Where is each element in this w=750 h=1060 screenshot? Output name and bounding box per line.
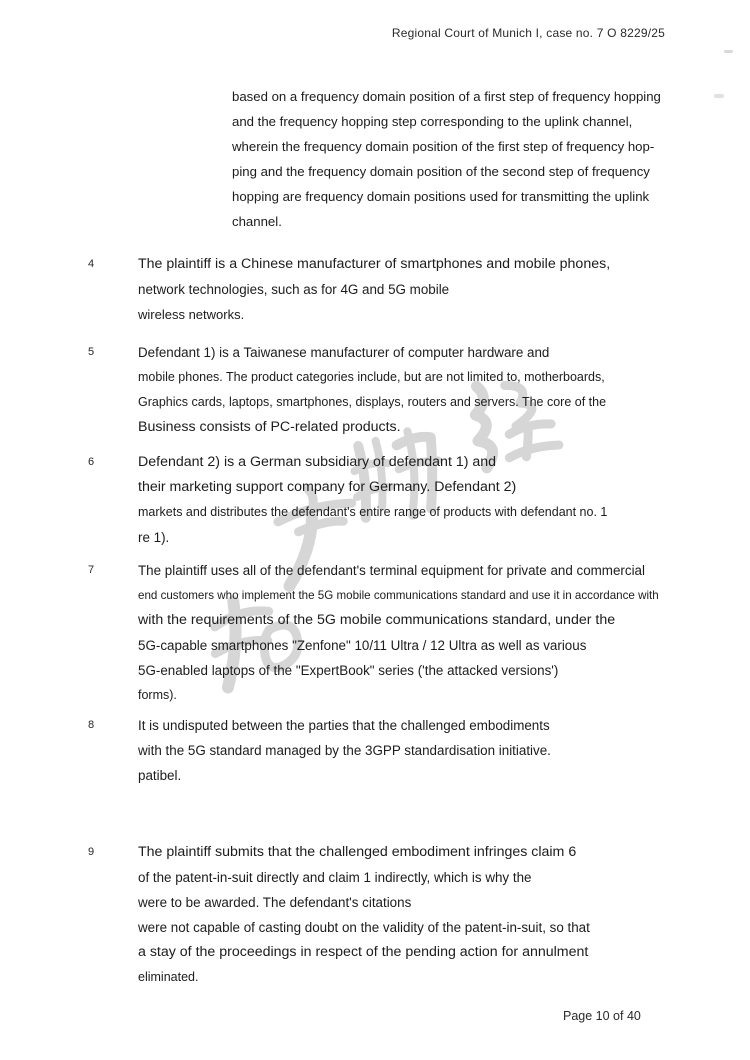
paragraph-line: patibel. [138, 768, 182, 783]
paragraph-number: 9 [88, 846, 95, 858]
scan-artifact [714, 94, 724, 98]
numbered-paragraph [88, 252, 666, 327]
paragraph-line: of the patent-in-suit directly and claim 1 indirectly, which is why the [138, 870, 532, 885]
paragraph-line: Business consists of PC-related products. [138, 419, 401, 435]
paragraph-line: forms). [138, 688, 177, 702]
paragraph-number: 5 [88, 346, 95, 358]
quote-line: based on a frequency domain position of a first step of frequency hopping [232, 89, 661, 104]
numbered-paragraph [88, 450, 666, 550]
paragraph-line: 5G-capable smartphones "Zenfone" 10/11 Ultra / 12 Ultra as well as various [138, 638, 587, 653]
quote-line: channel. [232, 214, 282, 229]
paragraph-line: The plaintiff uses all of the defendant's terminal equipment for private and commercial [138, 563, 645, 578]
paragraph-line: wireless networks. [138, 307, 245, 322]
paragraph-number: 6 [88, 456, 95, 468]
paragraph-line: Defendant 1) is a Taiwanese manufacturer of computer hardware and [138, 345, 550, 360]
paragraph-number: 8 [88, 719, 95, 731]
paragraph-line: Graphics cards, laptops, smartphones, displays, routers and servers. The core of the [138, 395, 607, 409]
numbered-paragraph [88, 340, 666, 440]
numbered-paragraph [88, 713, 666, 788]
paragraph-line: mobile phones. The product categories include, but are not limited to, motherboards, [138, 370, 605, 384]
quote-line: and the frequency hopping step corresponding to the uplink channel, [232, 114, 633, 129]
paragraph-line: The plaintiff submits that the challenged embodiment infringes claim 6 [138, 844, 577, 860]
paragraph-line: with the requirements of the 5G mobile communications standard, under the [138, 612, 616, 628]
paragraph-line: re 1). [138, 530, 170, 545]
paragraph-line: The plaintiff is a Chinese manufacturer of smartphones and mobile phones, [138, 256, 611, 272]
paragraph-line: were not capable of casting doubt on the validity of the patent-in-suit, so that [138, 920, 590, 935]
paragraph-line: eliminated. [138, 970, 199, 984]
paragraph-number: 7 [88, 564, 95, 576]
paragraph-number: 4 [88, 258, 95, 270]
quote-line: wherein the frequency domain position of the first step of frequency hop- [232, 139, 655, 154]
quote-line: hopping are frequency domain positions used for transmitting the uplink [232, 189, 650, 204]
scan-artifact [724, 50, 733, 53]
claim-quote-block [232, 84, 666, 234]
numbered-paragraph [88, 558, 666, 708]
page-number: Page 10 of 40 [563, 1009, 641, 1023]
numbered-paragraph [88, 840, 666, 990]
paragraph-line: 5G-enabled laptops of the "ExpertBook" series ('the attacked versions') [138, 663, 559, 678]
case-header: Regional Court of Munich I, case no. 7 O 8229/25 [391, 26, 665, 40]
quote-line: ping and the frequency domain position of the second step of frequency [232, 164, 650, 179]
paragraph-line: with the 5G standard managed by the 3GPP standardisation initiative. [138, 743, 551, 758]
paragraph-line: a stay of the proceedings in respect of the pending action for annulment [138, 944, 589, 960]
paragraph-line: Defendant 2) is a German subsidiary of defendant 1) and [138, 454, 497, 470]
paragraph-line: network technologies, such as for 4G and 5G mobile [138, 282, 450, 297]
paragraph-line: markets and distributes the defendant's entire range of products with defendant no. 1 [138, 505, 608, 519]
paragraph-line: their marketing support company for Germany. Defendant 2) [138, 479, 517, 495]
paragraph-line: It is undisputed between the parties that the challenged embodiments [138, 718, 550, 733]
paragraph-line: end customers who implement the 5G mobile communications standard and use it in accordance with [138, 589, 659, 602]
paragraph-line: were to be awarded. The defendant's citations [138, 895, 412, 910]
